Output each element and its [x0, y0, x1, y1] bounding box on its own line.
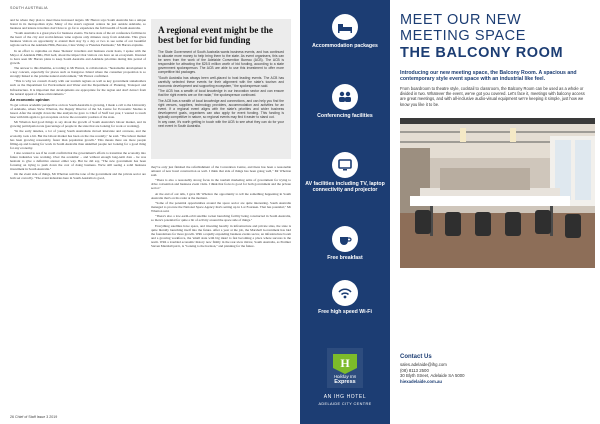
feature-accommodation — [300, 14, 390, 49]
conference-icon — [332, 84, 358, 110]
paragraph: To get a more academic perspective on how South Australia is growing, I made a call to the University of Adelaide, where Steve Whetton, the Deputy Director of the SA Centre for Economic Studies is based. After the straight down the line analysis he gave to Chief of Staff last year, I wanted to touch base with him again to get an update on how the economic position of the state. — [10, 102, 146, 119]
callout-paragraph: "South Australia has always been well-placed to host leading events. The ACB has carefully selected these events for their alignment with the state's tourism and economic development and supporting ecosystem," the spokesperson said. — [158, 75, 284, 88]
feature-av — [300, 152, 390, 193]
av-icon — [332, 152, 358, 178]
paragraph: "South Australia is a great place for business events. We have state of the art conference facilities in the heart of the city and world-famous wine regions only minutes away from Adelaide. This gives business visitors an opportunity to extend their stay by a day or two to see some of our beautiful regions such as the Adelaide Hills, Barossa, Clare Valley or Fleurieu Peninsula," Mr Harrex explains. — [10, 31, 146, 48]
headline-line-2: MEETING SPACE — [400, 28, 526, 44]
contact-address: 30 Blyth Street, Adelaide SA 5000 — [400, 373, 465, 379]
callout-paragraph: In any case, it's worth getting in touch with the ACB to see what they can do for your next event in South Australia. — [158, 120, 284, 129]
logo-line-2: Express — [334, 379, 356, 385]
paragraph: they've only just finished the refurbishment of the Convention Centre, and there has been a reasonable amount of new hotel construction as well. I think that side of things has been going well," Mr Whetton said. — [151, 165, 291, 178]
paragraph: At the end of our talk, I gave Mr Whetton the opportunity to tell me something happening in South Australia that's on his radar at the moment. — [151, 191, 291, 200]
feature-label: Conferencing facilities — [317, 113, 373, 119]
contact-section — [400, 354, 590, 384]
feature-label: Accommodation packages — [312, 43, 378, 49]
holiday-inn-express-badge — [327, 348, 363, 388]
article-subhead: An economic opinion — [10, 96, 50, 102]
feature-conferencing — [300, 84, 390, 119]
feature-label: AV facilities including TV, laptop connectivity and projector — [305, 181, 385, 194]
advert-description: From boardroom to theatre style, cocktail to classroom, the Balcony Room can be used as a whole or divided in two. Whatever the event, we've got you covered. Let's face it, meetings with balcony access are great meetings, and with all-inclusive audio-visual equipment we're keeping it simple, just how we know you like it to be. — [400, 86, 585, 107]
paragraph: Mr Whetton had good things to say about the growth of South Australia's labour market, and its growing participation rate (percentage of people in the state that are looking for work or working). — [10, 120, 146, 129]
paragraph: I also wanted to see if he could confirm that the government's efforts to transition the economy into future industries was working. Over the academic – and without enough long-term data – he was hesitant to give a definitive answer either way. But he did say, "The new government has been focusing on trying to push down the cost of doing business. We're still seeing a solid business investment in South Australia." — [10, 150, 146, 172]
paragraph: "This is why we consult closely with our tourism regions as well as key government stakeholders such as the Department for Environment and Water and the Department of Planning, Transport and Infrastructure. It is important that developments are appropriate for the region and don't detract from the natural appeal of these environments." — [10, 79, 146, 96]
headline-line-3: THE BALCONY ROOM — [400, 45, 564, 61]
bed-icon — [332, 14, 358, 40]
balcony-room-photo — [400, 118, 595, 268]
paragraph: Everything satellites have space, and investing heavily in infrastructure and private sites, the state is quite literally launching itself into the future. After a year at the job, the Marshall Government has laid the foundations for more growth. With a rapidly expanding business events sector, an infrastructure boom and a growing workforce, the 'small state with big ideas' is fast becoming a place where success is the norm. With a troubled economic history now firmly in the rear-view mirror, South Australia, as Premier Steven Marshall put it, is "looking to the horizon," and planning for the future. — [151, 223, 291, 248]
svg-text:H: H — [340, 356, 350, 370]
wifi-icon — [332, 280, 358, 306]
feature-breakfast — [300, 226, 390, 261]
feature-wifi — [300, 280, 390, 315]
breakfast-icon — [332, 226, 358, 252]
callout-body — [158, 50, 284, 128]
paragraph: In an effort to capitalise on these 'bleisure' travellers and business event hosts, I spoke with the Mayor of Adelaide Hills, Phil Gell, about the impact that visitors can have on an ecosystem. Invested to have seen Mr Harrex plans to keep South Australia and Adelaide priorities during this period of growth. — [10, 48, 146, 65]
paragraph: "There's also a low-earth-orbit satellite rocket launching facility being constructed in South Australia, so there's potential for quite a bit of activity around the space side of things." — [151, 214, 291, 223]
callout-box — [151, 19, 291, 159]
page-footer: 26 Chief of Staff Issue 3 2019 — [10, 415, 58, 419]
callout-title: A regional event might be the best bet for bid funding — [158, 25, 273, 45]
logo-line-3: AN IHG HOTEL — [323, 394, 367, 400]
paragraph: On the event side of things, Mr Whetton said the tone of the government and the private sector are both set correctly. "The event industries here in South Australia is good, — [10, 172, 146, 181]
contact-phone[interactable]: (08) 8113 2500 — [400, 367, 429, 373]
logo-line-4: ADELAIDE CITY CENTRE — [318, 402, 372, 406]
hotel-logo — [300, 340, 390, 424]
feature-column — [300, 0, 390, 424]
callout-paragraph: The ACB has a wealth of local knowledge and connections, and can help you find the right venues, suppliers, technology providers, accommodation and activities for an event. If a regional event aligns with the state's priorities and wider business development goals, organisers can also apply for event funding. This funding is typically competitive in nature, so regional events may find it easier to stand out. — [158, 98, 284, 119]
article-column-2 — [151, 165, 291, 249]
callout-paragraph: "The ACB has a wealth of local knowledge in our innovation sector and can ensure that the right events are on the radar," the spokesperson continued. — [158, 89, 284, 98]
logo-line-1: Holiday Inn — [333, 374, 357, 379]
advert-intro: Introducing our new meeting space, the Balcony Room. A spacious and contemporary style event space with an industrial like feel. — [400, 70, 577, 83]
paragraph: "There is also a reasonably strong focus in the tourism marketing arms of government for trying to drive convention and business event visits. I think that focus is good for both government and the private sector." — [151, 178, 291, 191]
contact-title: Contact Us — [400, 354, 432, 360]
contact-email[interactable]: sales.adelaide@ihg.com — [400, 362, 447, 367]
paragraph: "In the early nineties, a lot of young South Australians moved interstate and overseas, and the economy took a hit. But the labour market has been on the rise recently," he said. "The labour market has been growing reasonably, faster than population growth." This means there are more people filling-up and looking for work in South Australia than unskilled people not looking for a good thing for any economy. — [10, 129, 146, 150]
headline-line-1: MEET OUR NEW — [400, 12, 522, 28]
right-page-advert — [300, 0, 600, 424]
feature-label: Free high speed Wi-Fi — [318, 309, 372, 315]
article-column-1 — [10, 18, 146, 182]
feature-label: Free breakfast — [327, 255, 363, 261]
contact-website[interactable]: hiexadelaide.com.au — [400, 378, 443, 384]
paragraph: and be where they plan to meet these increased targets. Mr Harrex says South Australia has a unique brand in its metropolitan style. Many of the state's regional centres lie just outside Adelaide, so business and leisure travellers don't have to go far to experience the full breadth of South Australia. — [10, 18, 146, 31]
callout-paragraph: The State Government of South Australia wants business events, and has continued to allocate more money to help bring them to the state. As event organisers, this can be seen from the work of the Adelaide Convention Bureau (ACB). The ACB is responsible for attracting the $25.5 million worth of bid funding, according to a state government spokesperson. The ACB are able to use this investment to offer more competitive bid packages. — [158, 50, 284, 75]
section-label: SOUTH AUSTRALIA — [10, 6, 48, 10]
paragraph: The answer to this dilemma, according to Mr Harrex, is collaboration. "Sustainable development is a key concern, especially for places such as Kangaroo Island where the consumer proposition is so strongly linked to the pristine natural environment," Mr Harrex confirmed. — [10, 66, 146, 79]
advert-content — [400, 0, 595, 424]
paragraph: "Some of the potential opportunities around the space sector are quite interesting. South Australia managed to procure the National Space Agency that's setting up in Lot Fourteen. That has potential," Mr Whetton said. — [151, 200, 291, 214]
